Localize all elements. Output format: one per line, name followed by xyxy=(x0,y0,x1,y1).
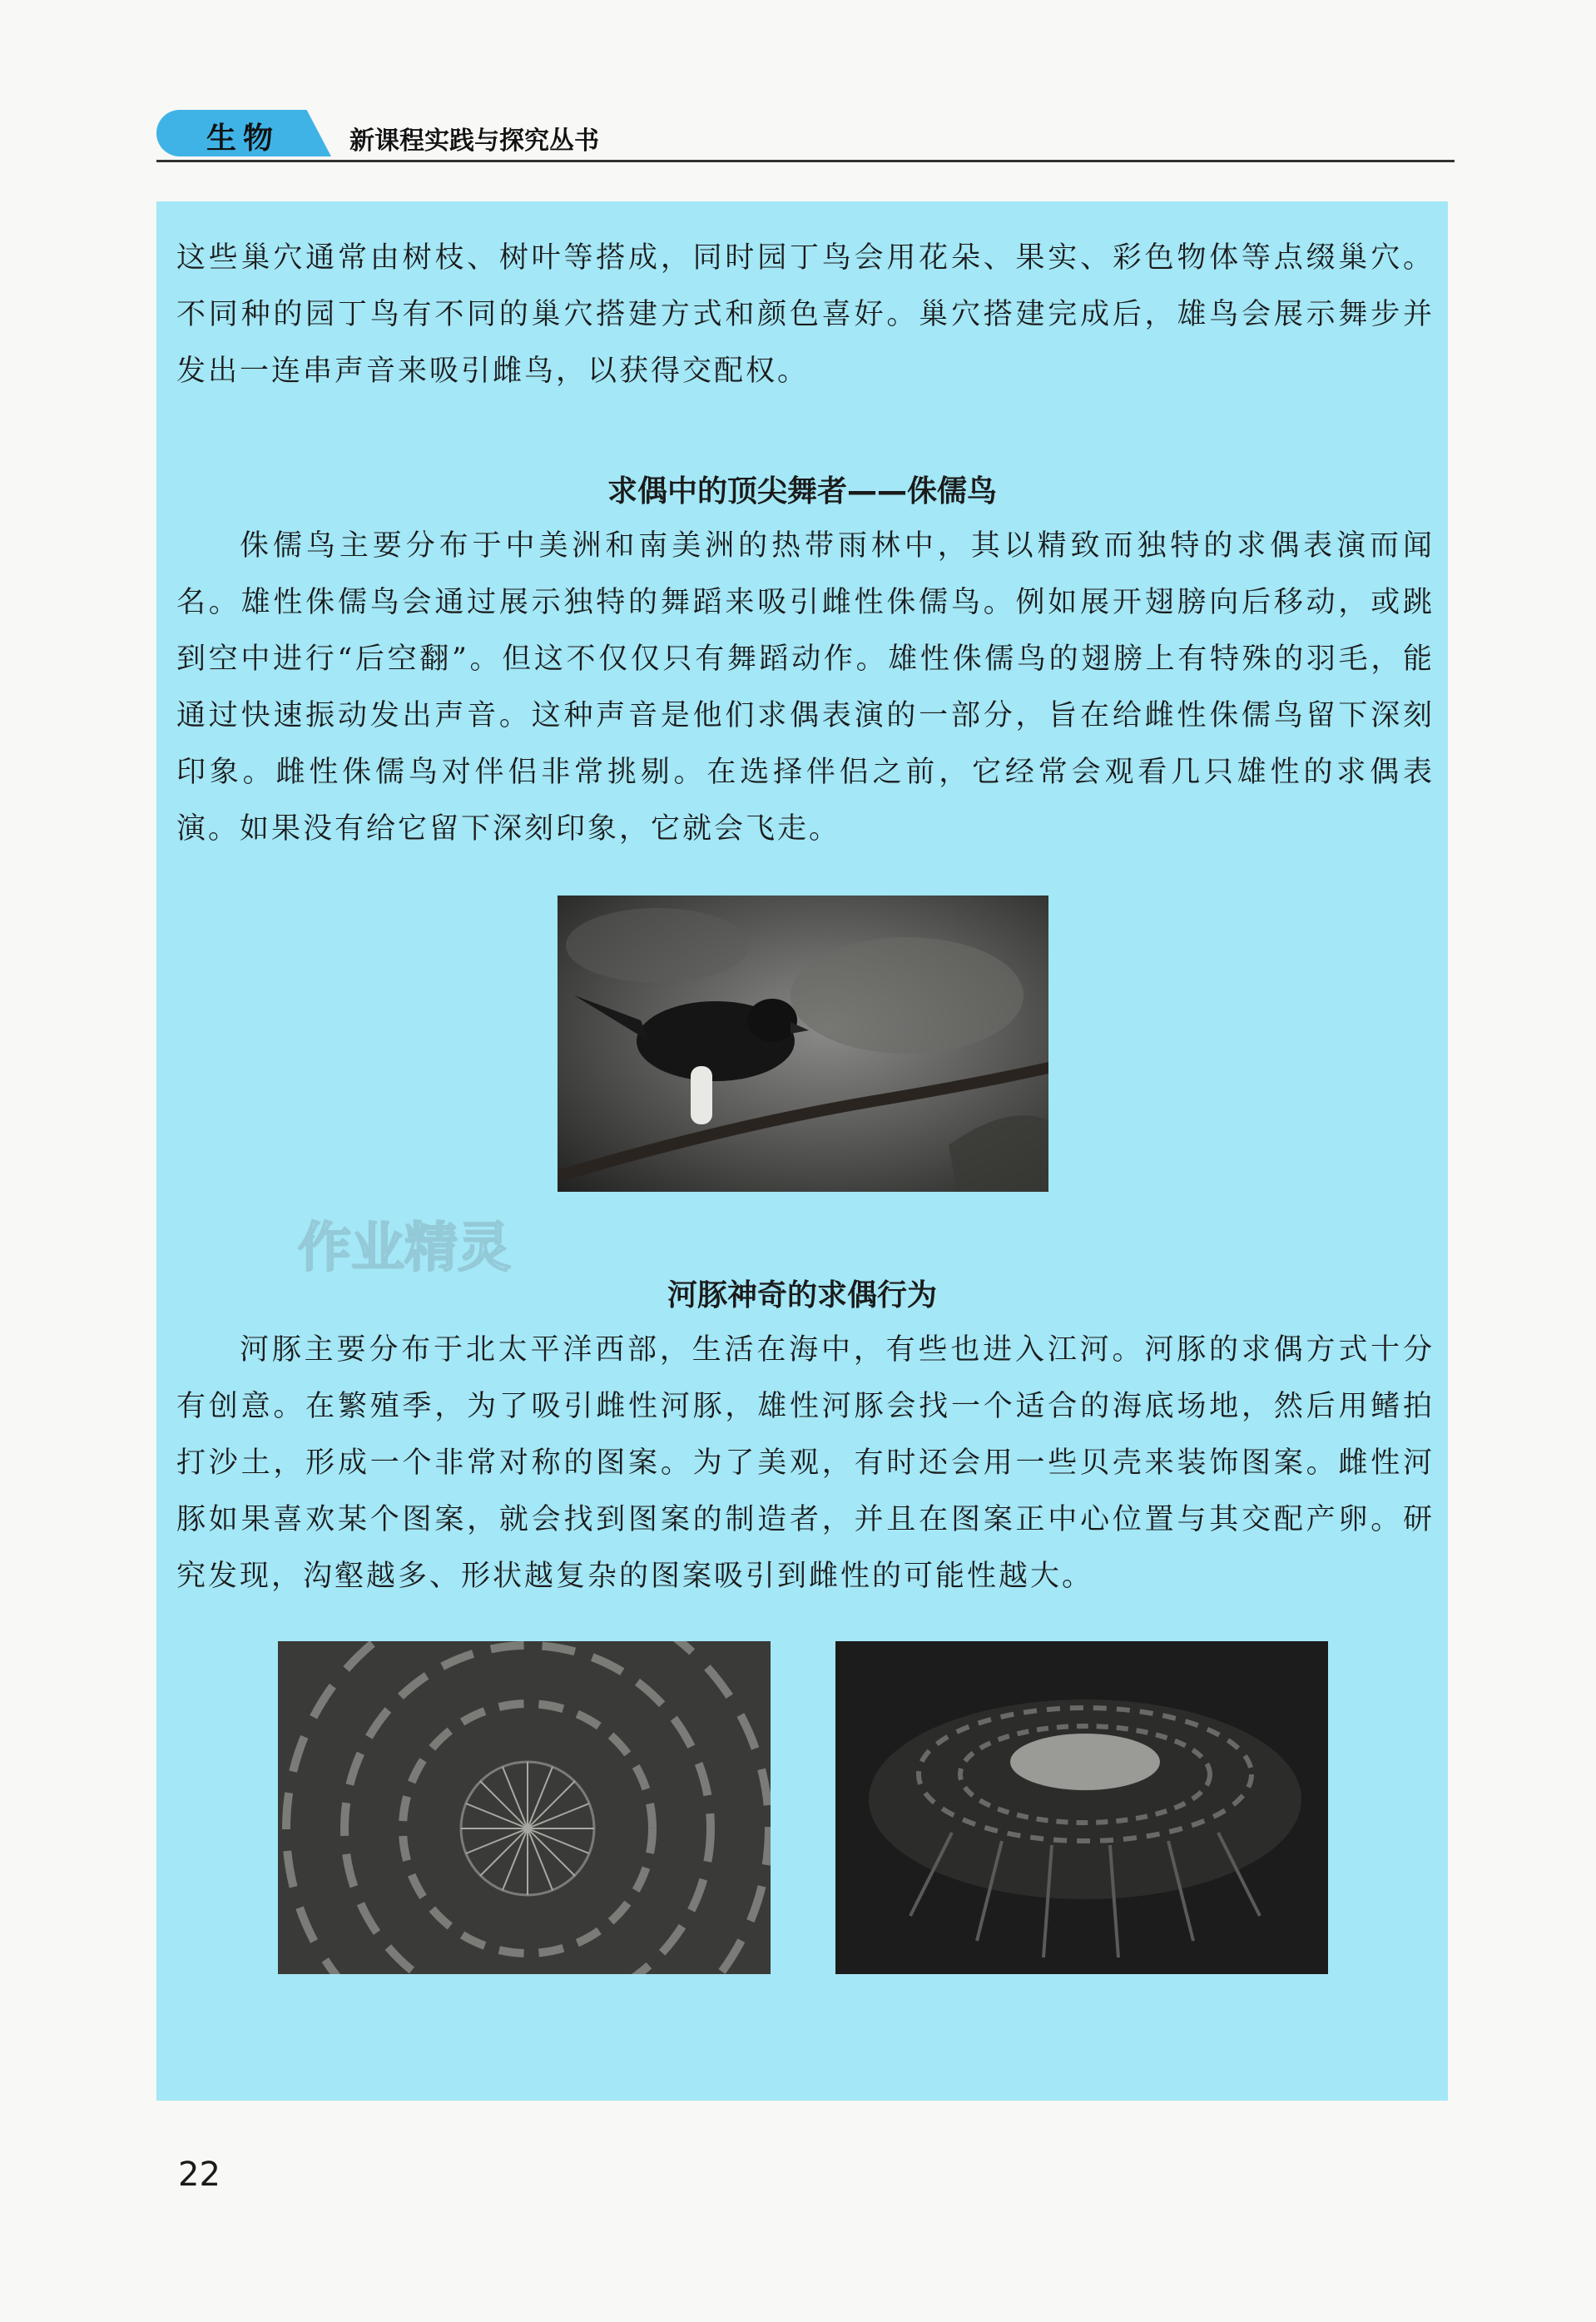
series-title: 新课程实践与探究丛书 xyxy=(349,127,599,156)
watermark: 作业精灵 xyxy=(298,1218,511,1279)
section1-paragraph: 侏儒鸟主要分布于中美洲和南美洲的热带雨林中，其以精致而独特的求偶表演而闻名。雄性侏儒鸟会通过展示独特的舞蹈来吸引雌性侏儒鸟。例如展开翅膀向后移动，或跳到空中进行“后空翻”。但这不仅仅只有舞蹈动作。雄性侏儒鸟的翅膀上有特殊的羽毛，能通过快速振动发出声音。这种声音是他们求偶表演的一部分，旨在给雌性侏儒鸟留下深刻印象。雌性侏儒鸟对伴侣非常挑剔。在选择伴侣之前，它经常会观看几只雄性的求偶表演。如果没有给它留下深刻印象，它就会飞走。 xyxy=(176,529,1435,846)
section1-title: 求偶中的顶尖舞者——侏儒鸟 xyxy=(607,474,997,509)
section2-title: 河豚神奇的求偶行为 xyxy=(667,1278,937,1312)
header-divider xyxy=(156,160,1455,162)
page-number: 22 xyxy=(178,2156,221,2194)
page-header xyxy=(156,110,1455,161)
intro-paragraph: 这些巢穴通常由树枝、树叶等搭成，同时园丁鸟会用花朵、果实、彩色物体等点缀巢穴。不同种的园丁鸟有不同的巢穴搭建方式和颜色喜好。巢穴搭建完成后，雄鸟会展示舞步并发出一连串声音来吸引雌鸟，以获得交配权。 xyxy=(176,241,1435,388)
manakin-photo xyxy=(558,896,1048,1192)
pufferfish-pattern-photo-top xyxy=(278,1641,771,1974)
pufferfish-pattern-photo-side xyxy=(835,1641,1328,1974)
subject-label: 生物 xyxy=(206,122,280,156)
section2-paragraph: 河豚主要分布于北太平洋西部，生活在海中，有些也进入江河。河豚的求偶方式十分有创意。在繁殖季，为了吸引雌性河豚，雄性河豚会找一个适合的海底场地，然后用鳍拍打沙土，形成一个非常对称的图案。为了美观，有时还会用一些贝壳来装饰图案。雌性河豚如果喜欢某个图案，就会找到图案的制造者，并且在图案正中心位置与其交配产卵。研究发现，沟壑越多、形状越复杂的图案吸引到雌性的可能性越大。 xyxy=(176,1333,1435,1593)
